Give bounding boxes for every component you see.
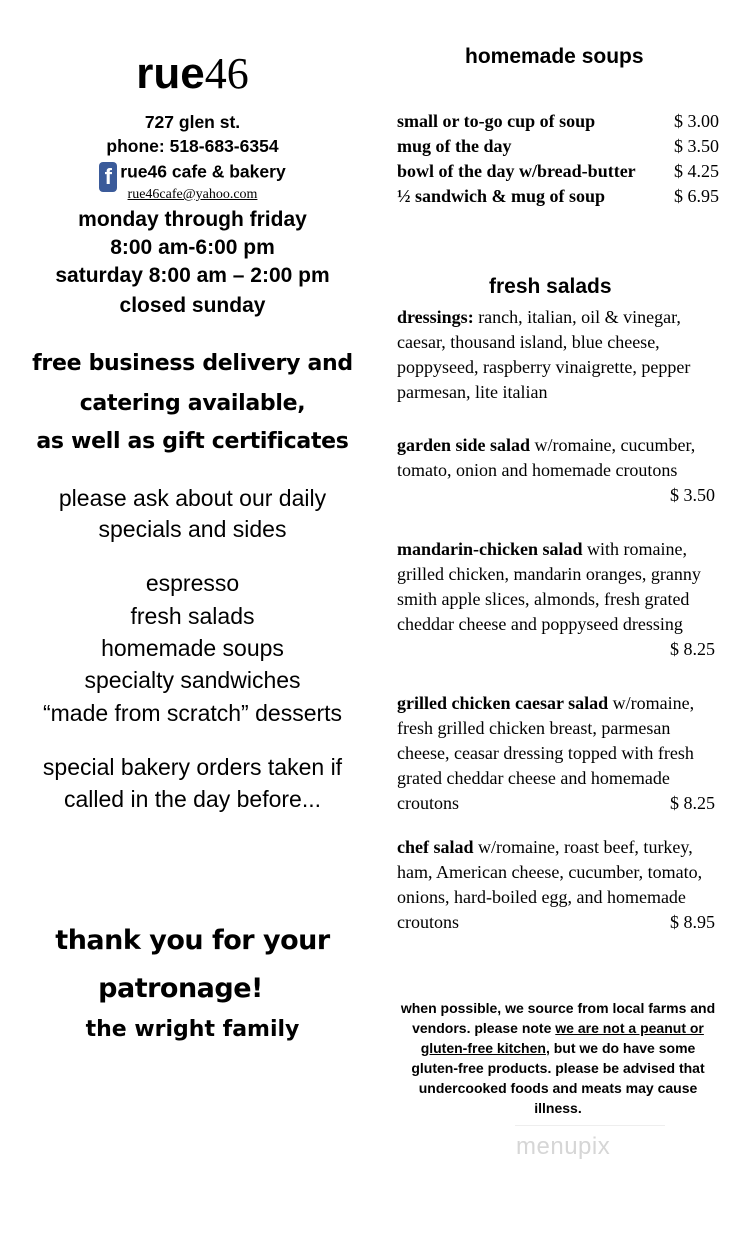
watermark: menupix — [516, 1133, 611, 1160]
salad-name: chef salad — [397, 837, 474, 857]
salads-title: fresh salads — [489, 275, 612, 298]
salad-mandarin — [397, 537, 727, 637]
specials-line-2: specials and sides — [98, 516, 287, 542]
salad-desc: w/romaine, fresh grilled chicken breast, parmesan cheese, ceasar dressing topped with fresh grated cheddar cheese and homemade croutons — [397, 693, 695, 813]
allergy-note: when possible, we source from local farms and vendors. please note we are not a peanut or gluten-free kitchen, but we do have some gluten-free products. please be advised that undercooked foods and meats may cause illness. — [400, 1000, 716, 1116]
salad-price: $ 8.25 — [670, 793, 715, 813]
specials-line-1: please ask about our daily — [58, 485, 327, 511]
salad-desc: with romaine, grilled chicken, mandarin oranges, granny smith apple slices, almonds, fresh grated cheddar cheese and poppyseed dressing — [397, 539, 701, 634]
facebook-label[interactable]: rue46 cafe & bakery — [120, 161, 286, 182]
facebook-line[interactable] — [20, 158, 365, 188]
address: 727 glen st. — [144, 112, 241, 132]
offering-salads: fresh salads — [130, 603, 255, 629]
thanks-line-2: patronage! — [98, 973, 263, 1004]
watermark-line — [515, 1125, 665, 1126]
delivery-line-1: free business delivery and — [32, 351, 353, 376]
offering-desserts: “made from scratch” desserts — [42, 700, 343, 726]
delivery-line-2: catering available, — [79, 391, 306, 416]
bakery-line-2: called in the day before... — [64, 786, 321, 812]
soup-name: bowl of the day w/bread-butter — [397, 161, 636, 181]
soup-row — [397, 109, 719, 134]
hours-line-4: closed sunday — [119, 294, 266, 317]
dressings-label: dressings: — [397, 307, 474, 327]
soup-price: $ 3.50 — [674, 136, 719, 156]
dressings-text — [397, 305, 727, 405]
facebook-icon[interactable]: f — [99, 162, 117, 192]
soup-price: $ 6.95 — [674, 186, 719, 206]
soups-title: homemade soups — [465, 45, 644, 68]
thanks-line-1: thank you for your — [55, 925, 330, 956]
hours-line-3: saturday 8:00 am – 2:00 pm — [55, 264, 330, 287]
salad-name: garden side salad — [397, 435, 531, 455]
salad-price: $ 3.50 — [670, 485, 715, 505]
offering-sandwiches: specialty sandwiches — [84, 667, 301, 693]
salad-price: $ 8.25 — [670, 639, 715, 659]
salad-price: $ 8.95 — [670, 912, 715, 932]
phone: phone: 518-683-6354 — [106, 136, 279, 156]
soup-price: $ 4.25 — [674, 161, 719, 181]
salad-name: grilled chicken caesar salad — [397, 693, 609, 713]
offering-espresso: espresso — [145, 570, 240, 596]
logo: rue46 — [136, 49, 249, 98]
hours-line-2: 8:00 am-6:00 pm — [110, 236, 275, 259]
email-link[interactable]: rue46cafe@yahoo.com — [127, 187, 258, 202]
signature: the wright family — [85, 1017, 300, 1042]
dressings-list: ranch, italian, oil & vinegar, caesar, thousand island, blue cheese, poppyseed, raspberry vinaigrette, pepper parmesan, lite italian — [397, 307, 691, 402]
salad-garden — [397, 433, 727, 483]
hours-line-1: monday through friday — [78, 208, 307, 231]
soup-price: $ 3.00 — [674, 111, 719, 131]
salad-name: mandarin-chicken salad — [397, 539, 583, 559]
delivery-line-3: as well as gift certificates — [36, 429, 349, 454]
offering-soups: homemade soups — [101, 635, 284, 661]
soup-row — [397, 159, 719, 184]
soup-name: mug of the day — [397, 136, 512, 156]
soup-row — [397, 134, 719, 159]
bakery-line-1: special bakery orders taken if — [42, 754, 343, 780]
soup-name: ½ sandwich & mug of soup — [397, 186, 606, 206]
salad-desc: w/romaine, roast beef, turkey, ham, American cheese, cucumber, tomato, onions, hard-boiled egg, and homemade croutons — [397, 837, 703, 932]
soup-row — [397, 184, 719, 209]
salad-desc: w/romaine, cucumber, tomato, onion and homemade croutons — [397, 435, 696, 480]
soup-name: small or to-go cup of soup — [397, 111, 596, 131]
